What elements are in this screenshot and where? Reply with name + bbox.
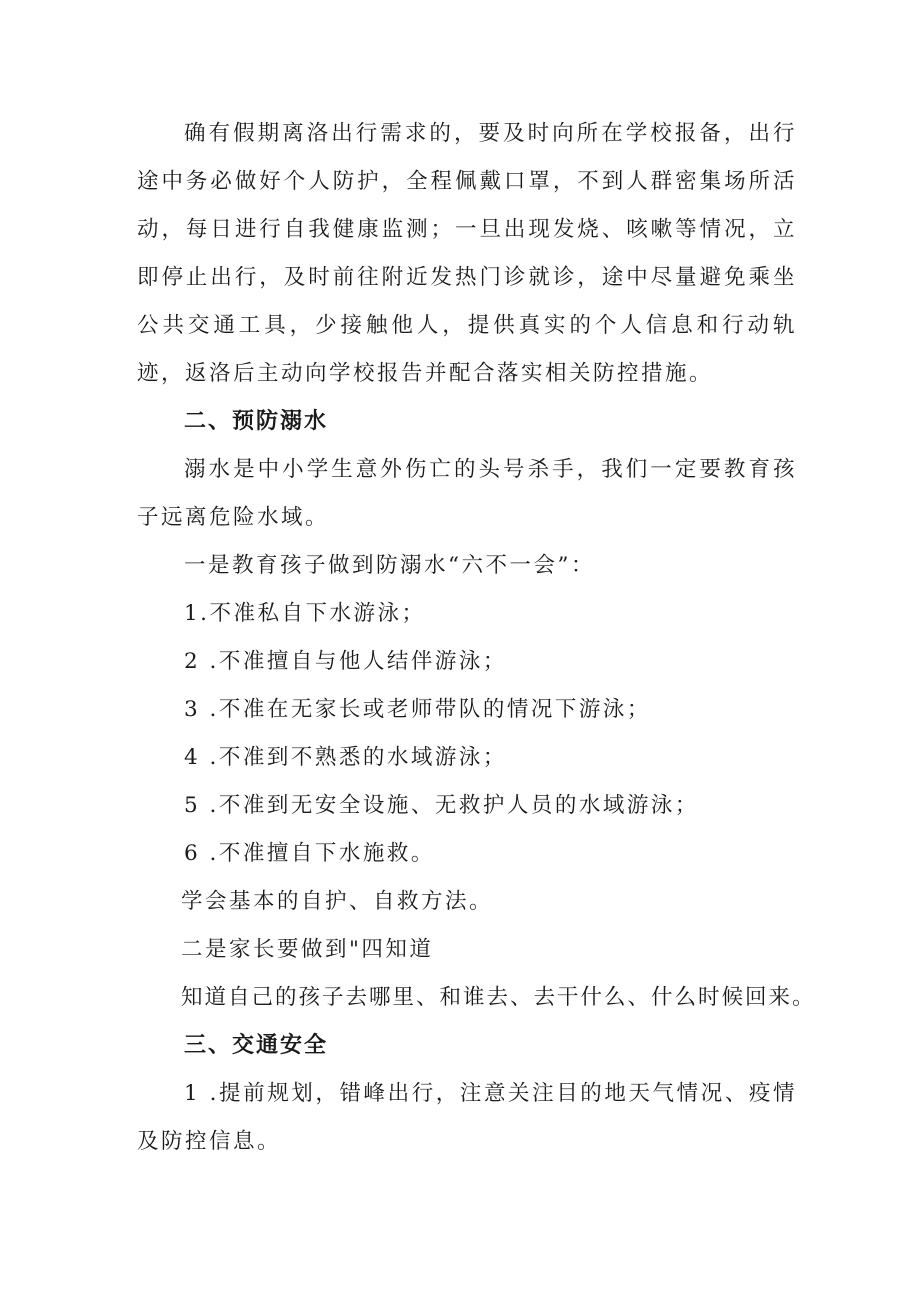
drowning-rule-1: 1.不准私自下水游泳； — [184, 601, 426, 626]
intro-paragraph: 确有假期离洛出行需求的，要及时向所在学校报备，出行途中务必做好个人防护，全程佩戴口罩，不到人群密集场所活动，每日进行自我健康监测；一旦出现发烧、咳嗽等情况，立即停止出行，及时前往附近发热门诊就诊，途中尽量避免乘坐公共交通工具，少接触他人，提供真实的个人信息和行动轨迹，返洛后主动向学校报告并配合落实相关防控措施。 — [137, 121, 797, 386]
self-rescue-skill-line: 学会基本的自护、自救方法。 — [181, 889, 494, 914]
drowning-point1-title: 一是教育孩子做到防溺水“六不一会”： — [184, 553, 595, 578]
drowning-rule-4: 4 .不准到不熟悉的水域游泳； — [184, 745, 507, 770]
drowning-rule-5: 5 .不准到无安全设施、无救护人员的水域游泳； — [184, 793, 699, 818]
drowning-rule-2: 2 .不准擅自与他人结伴游泳； — [184, 649, 507, 674]
section-heading-traffic-safety: 三、交通安全 — [184, 1033, 329, 1058]
drowning-point2-title: 二是家长要做到"四知道 — [181, 937, 434, 962]
traffic-item-1: 1 .提前规划，错峰出行，注意关注目的地天气情况、疫情及防控信息。 — [137, 1081, 797, 1154]
drowning-intro-paragraph: 溺水是中小学生意外伤亡的头号杀手，我们一定要教育孩子远离危险水域。 — [137, 457, 797, 530]
drowning-rule-6: 6 .不准擅自下水施救。 — [184, 841, 435, 866]
drowning-rule-3: 3 .不准在无家长或老师带队的情况下游泳； — [184, 697, 651, 722]
document-page — [137, 110, 816, 1166]
section-heading-drowning-prevention: 二、预防溺水 — [184, 409, 329, 434]
drowning-point2-detail: 知道自己的孩子去哪里、和谁去、去干什么、什么时候回来。 — [181, 985, 816, 1010]
